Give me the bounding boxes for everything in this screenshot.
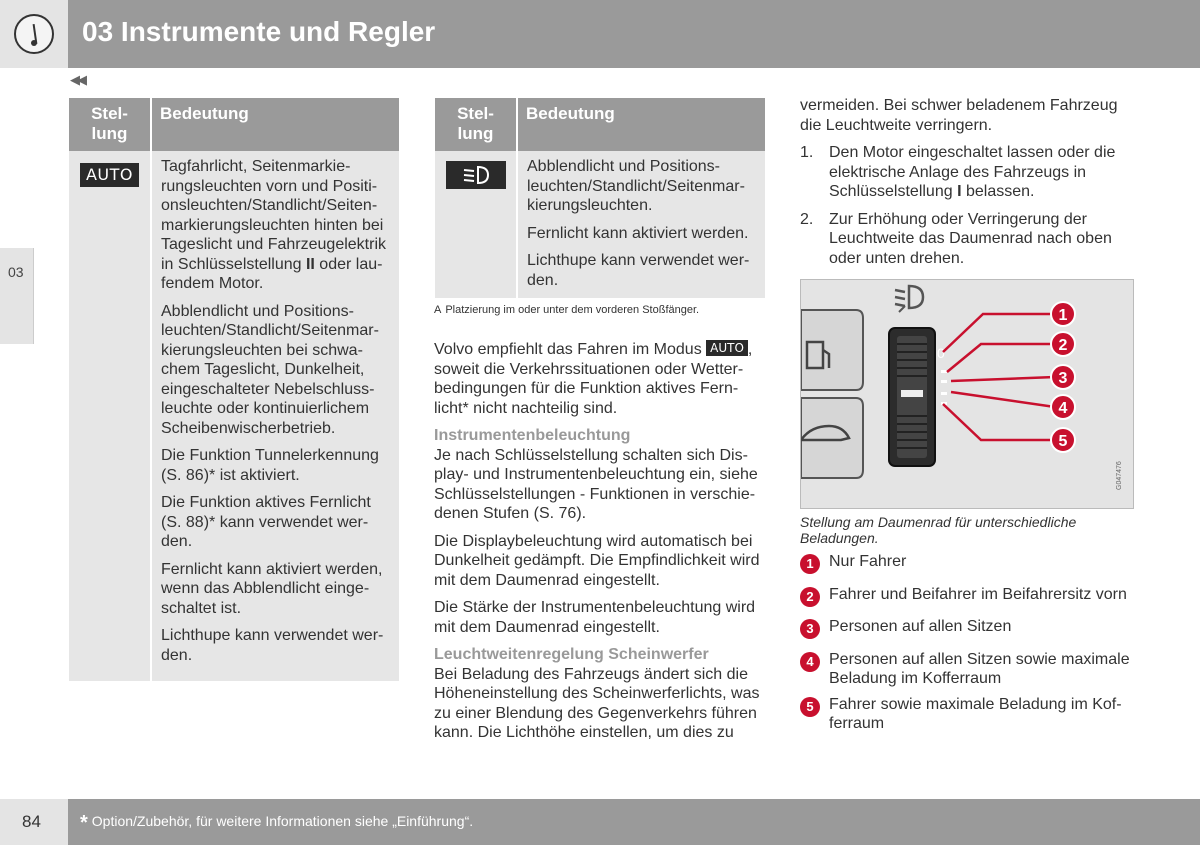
recommendation-paragraph: Volvo empfiehlt das Fahren im Modus AUTO , soweit die Verkehrssituationen oder Wetter-bedingungen für die Funktion aktives Fern-licht* nicht nachteilig sind.: [434, 341, 753, 417]
section-heading: Instrumentenbeleuchtung: [434, 427, 631, 444]
thumbwheel-figure: [800, 279, 1134, 509]
thumbwheel-illustration: [801, 280, 1134, 509]
body-paragraph: Bei Beladung des Fahrzeugs ändert sich die Höheneinstellung des Scheinwerferlichts, was zu einer Blendung des Gegenverkehrs führen kann. Die Lichthöhe einstellen, um dies zu: [434, 665, 760, 741]
page-title: 03 Instrumente und Regler: [82, 16, 436, 47]
figure-code: G047476: [1116, 461, 1123, 490]
page-number: 84: [22, 812, 41, 831]
meaning-paragraph: Fernlicht kann aktiviert werden.: [527, 224, 749, 242]
auto-mode-badge: AUTO: [80, 163, 139, 187]
body-column-3: [800, 96, 1136, 276]
number-badge: 5: [800, 697, 820, 717]
meaning-paragraph: Die Funktion aktives Fernlicht (S. 88)* kann verwendet wer-den.: [161, 494, 371, 550]
figure-caption: Stellung am Daumenrad für unterschiedliche Beladungen.: [800, 514, 1077, 546]
body-paragraph: vermeiden. Bei schwer beladenem Fahrzeug die Leuchtweite verringern.: [800, 97, 1118, 134]
low-beam-icon: [446, 161, 506, 189]
position-cell: [69, 151, 151, 681]
thumbwheel[interactable]: [889, 328, 935, 466]
step-item: 1. Den Motor eingeschaltet lassen oder die elektrische Anlage des Fahrzeugs in Schlüsselstellung I belassen.: [800, 144, 1116, 200]
col-header-meaning: Bedeutung: [517, 98, 765, 151]
body-paragraph: Die Displaybeleuchtung wird automatisch bei Dunkelheit gedämpft. Die Empfindlichkeit wird mit dem Daumenrad eingestellt.: [434, 532, 760, 589]
meaning-cell: [151, 151, 399, 681]
col-header-position: Stel- lung: [69, 98, 151, 151]
meaning-paragraph: Abblendlicht und Positions-leuchten/Standlicht/Seitenmar-kierungsleuchten bei schwa-chem Tageslicht, Dunkelheit, eingeschalteter Nebelschluss-leuchte oder kontinuierlichem Scheibenwischerbetrieb.: [161, 302, 379, 437]
footer-note: * Option/Zubehör, für weitere Informationen siehe „Einführung“.: [80, 812, 474, 834]
table-footnote: A Platzierung im oder unter dem vorderen Stoßfänger.: [434, 304, 700, 316]
number-badge: 1: [800, 554, 820, 574]
svg-text:5: 5: [1058, 433, 1068, 450]
light-switch-table-2: [435, 98, 765, 298]
body-paragraph: Je nach Schlüsselstellung schalten sich Dis-play- und Instrumentenbeleuchtung ein, siehe Schlüsselstellungen - Funktionen in verschie-denen Stufen (S. 76).: [434, 446, 758, 522]
svg-text:1: 1: [1058, 307, 1068, 324]
light-switch-table-1: [69, 98, 399, 681]
svg-text:3: 3: [1058, 370, 1068, 387]
meaning-paragraph: Abblendlicht und Positions-leuchten/Standlicht/Seitenmar-kierungsleuchten.: [527, 158, 745, 214]
col-header-meaning: Bedeutung: [151, 98, 399, 151]
auto-mode-badge: AUTO: [706, 340, 748, 356]
figure-legend: [800, 552, 1136, 734]
meaning-paragraph: Lichthupe kann verwendet wer-den.: [527, 252, 750, 289]
number-badge: 2: [800, 587, 820, 607]
meaning-paragraph: Die Funktion Tunnelerkennung (S. 86)* ist aktiviert.: [161, 447, 379, 484]
legend-item: 2 Fahrer und Beifahrer im Beifahrersitz vorn: [800, 585, 1136, 605]
meaning-cell: [517, 151, 765, 298]
chapter-tab[interactable]: [0, 248, 34, 344]
back-arrows-icon[interactable]: ◀◀: [70, 72, 84, 87]
chapter-tab-label: 03: [8, 264, 24, 280]
body-paragraph: Die Stärke der Instrumentenbeleuchtung wird mit dem Daumenrad eingestellt.: [434, 599, 756, 636]
col-header-position: Stel- lung: [435, 98, 517, 151]
legend-item: 1 Nur Fahrer: [800, 552, 1136, 572]
legend-item: 4 Personen auf allen Sitzen sowie maximale Beladung im Kofferraum: [800, 650, 1136, 689]
body-column-2: [434, 340, 766, 751]
number-badge: 3: [800, 619, 820, 639]
scale-marker: 0: [937, 345, 945, 361]
meaning-paragraph: Lichthupe kann verwendet wer-den.: [161, 627, 384, 664]
legend-item: 3 Personen auf allen Sitzen: [800, 617, 1136, 637]
instruction-steps: [800, 143, 1136, 268]
speedometer-icon: [14, 14, 54, 54]
number-badge: 4: [800, 652, 820, 672]
header-icon-box: [0, 0, 68, 68]
svg-text:2: 2: [1058, 337, 1068, 354]
section-heading: Leuchtweitenregelung Scheinwerfer: [434, 646, 709, 663]
meaning-paragraph: Tagfahrlicht, Seitenmarkie-rungsleuchten vorn und Positi-onsleuchten/Standlicht/Seiten-markierungsleuchten hinten bei Tageslicht und Fahrzeugelektrik in Schlüsselstellung II oder lau-fendem Motor.: [161, 158, 387, 292]
position-cell: [435, 151, 517, 298]
svg-text:4: 4: [1058, 400, 1068, 417]
legend-item: 5 Fahrer sowie maximale Beladung im Kof-ferraum: [800, 695, 1136, 734]
meaning-paragraph: Fernlicht kann aktiviert werden, wenn das Abblendlicht einge-schaltet ist.: [161, 560, 383, 617]
step-item: 2. Zur Erhöhung oder Verringerung der Leuchtweite das Daumenrad nach oben oder unten drehen.: [800, 210, 1112, 267]
